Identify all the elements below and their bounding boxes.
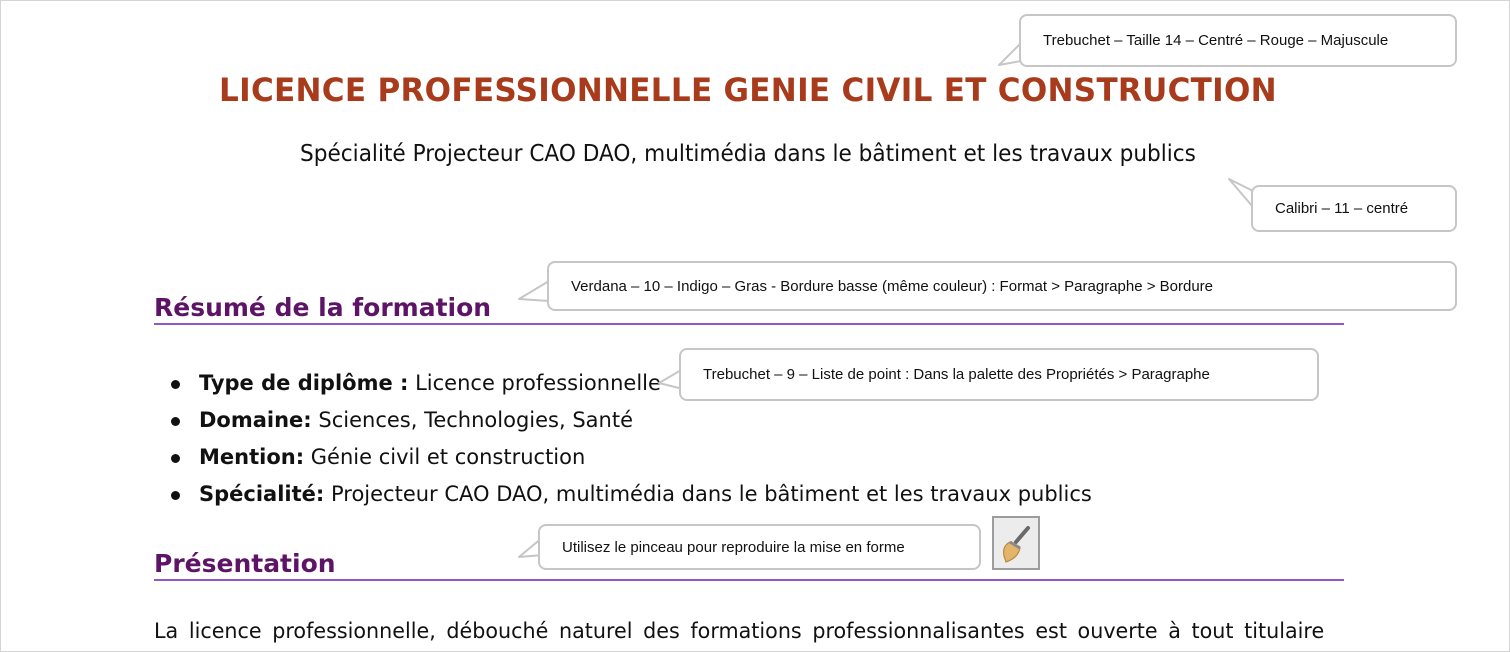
callout-heading-note — [547, 261, 1457, 311]
callout-brush-note — [538, 524, 981, 570]
list-item-label: Mention: — [199, 445, 305, 469]
list-item-label: Spécialité: — [199, 482, 325, 506]
presentation-paragraph: La licence professionnelle, débouché naturel des formations professionnalisantes est ouverte à tout titulaire — [154, 619, 1325, 643]
list-item-value: Génie civil et construction — [304, 445, 586, 469]
bullet-icon — [171, 491, 180, 500]
bullet-icon — [171, 454, 180, 463]
format-painter-button[interactable] — [992, 516, 1040, 570]
section-heading-presentation: Présentation — [154, 549, 1344, 581]
callout-list-note — [679, 348, 1319, 401]
list-item-label: Domaine: — [199, 408, 312, 432]
paintbrush-icon — [994, 518, 1038, 568]
callout-text: Utilisez le pinceau pour reproduire la mise en forme — [562, 538, 905, 556]
callout-subtitle-note — [1251, 185, 1457, 232]
callout-text: Trebuchet – 9 – Liste de point : Dans la palette des Propriétés > Paragraphe — [703, 366, 1210, 383]
list-item-label: Type de diplôme : — [199, 371, 409, 395]
list-item — [166, 402, 1092, 439]
list-item-value: Projecteur CAO DAO, multimédia dans le bâtiment et les travaux publics — [324, 482, 1092, 506]
list-item-value: Licence professionnelle — [408, 371, 661, 395]
callout-text: Trebuchet – Taille 14 – Centré – Rouge – Majuscule — [1043, 32, 1389, 49]
bullet-icon — [171, 417, 180, 426]
document-subtitle: Spécialité Projecteur CAO DAO, multimédia dans le bâtiment et les travaux publics — [300, 141, 1196, 167]
section-heading-resume: Résumé de la formation — [154, 293, 1344, 325]
callout-text: Calibri – 11 – centré — [1275, 200, 1409, 217]
document-title: LICENCE PROFESSIONNELLE GENIE CIVIL ET CONSTRUCTION — [219, 71, 1277, 109]
callout-title-note — [1019, 14, 1457, 67]
callout-text: Verdana – 10 – Indigo – Gras - Bordure basse (même couleur) : Format > Paragraphe > Bordure — [571, 277, 1214, 295]
list-item-value: Sciences, Technologies, Santé — [311, 408, 633, 432]
bullet-icon — [171, 380, 180, 389]
list-item — [166, 476, 1092, 513]
list-item — [166, 439, 1092, 476]
